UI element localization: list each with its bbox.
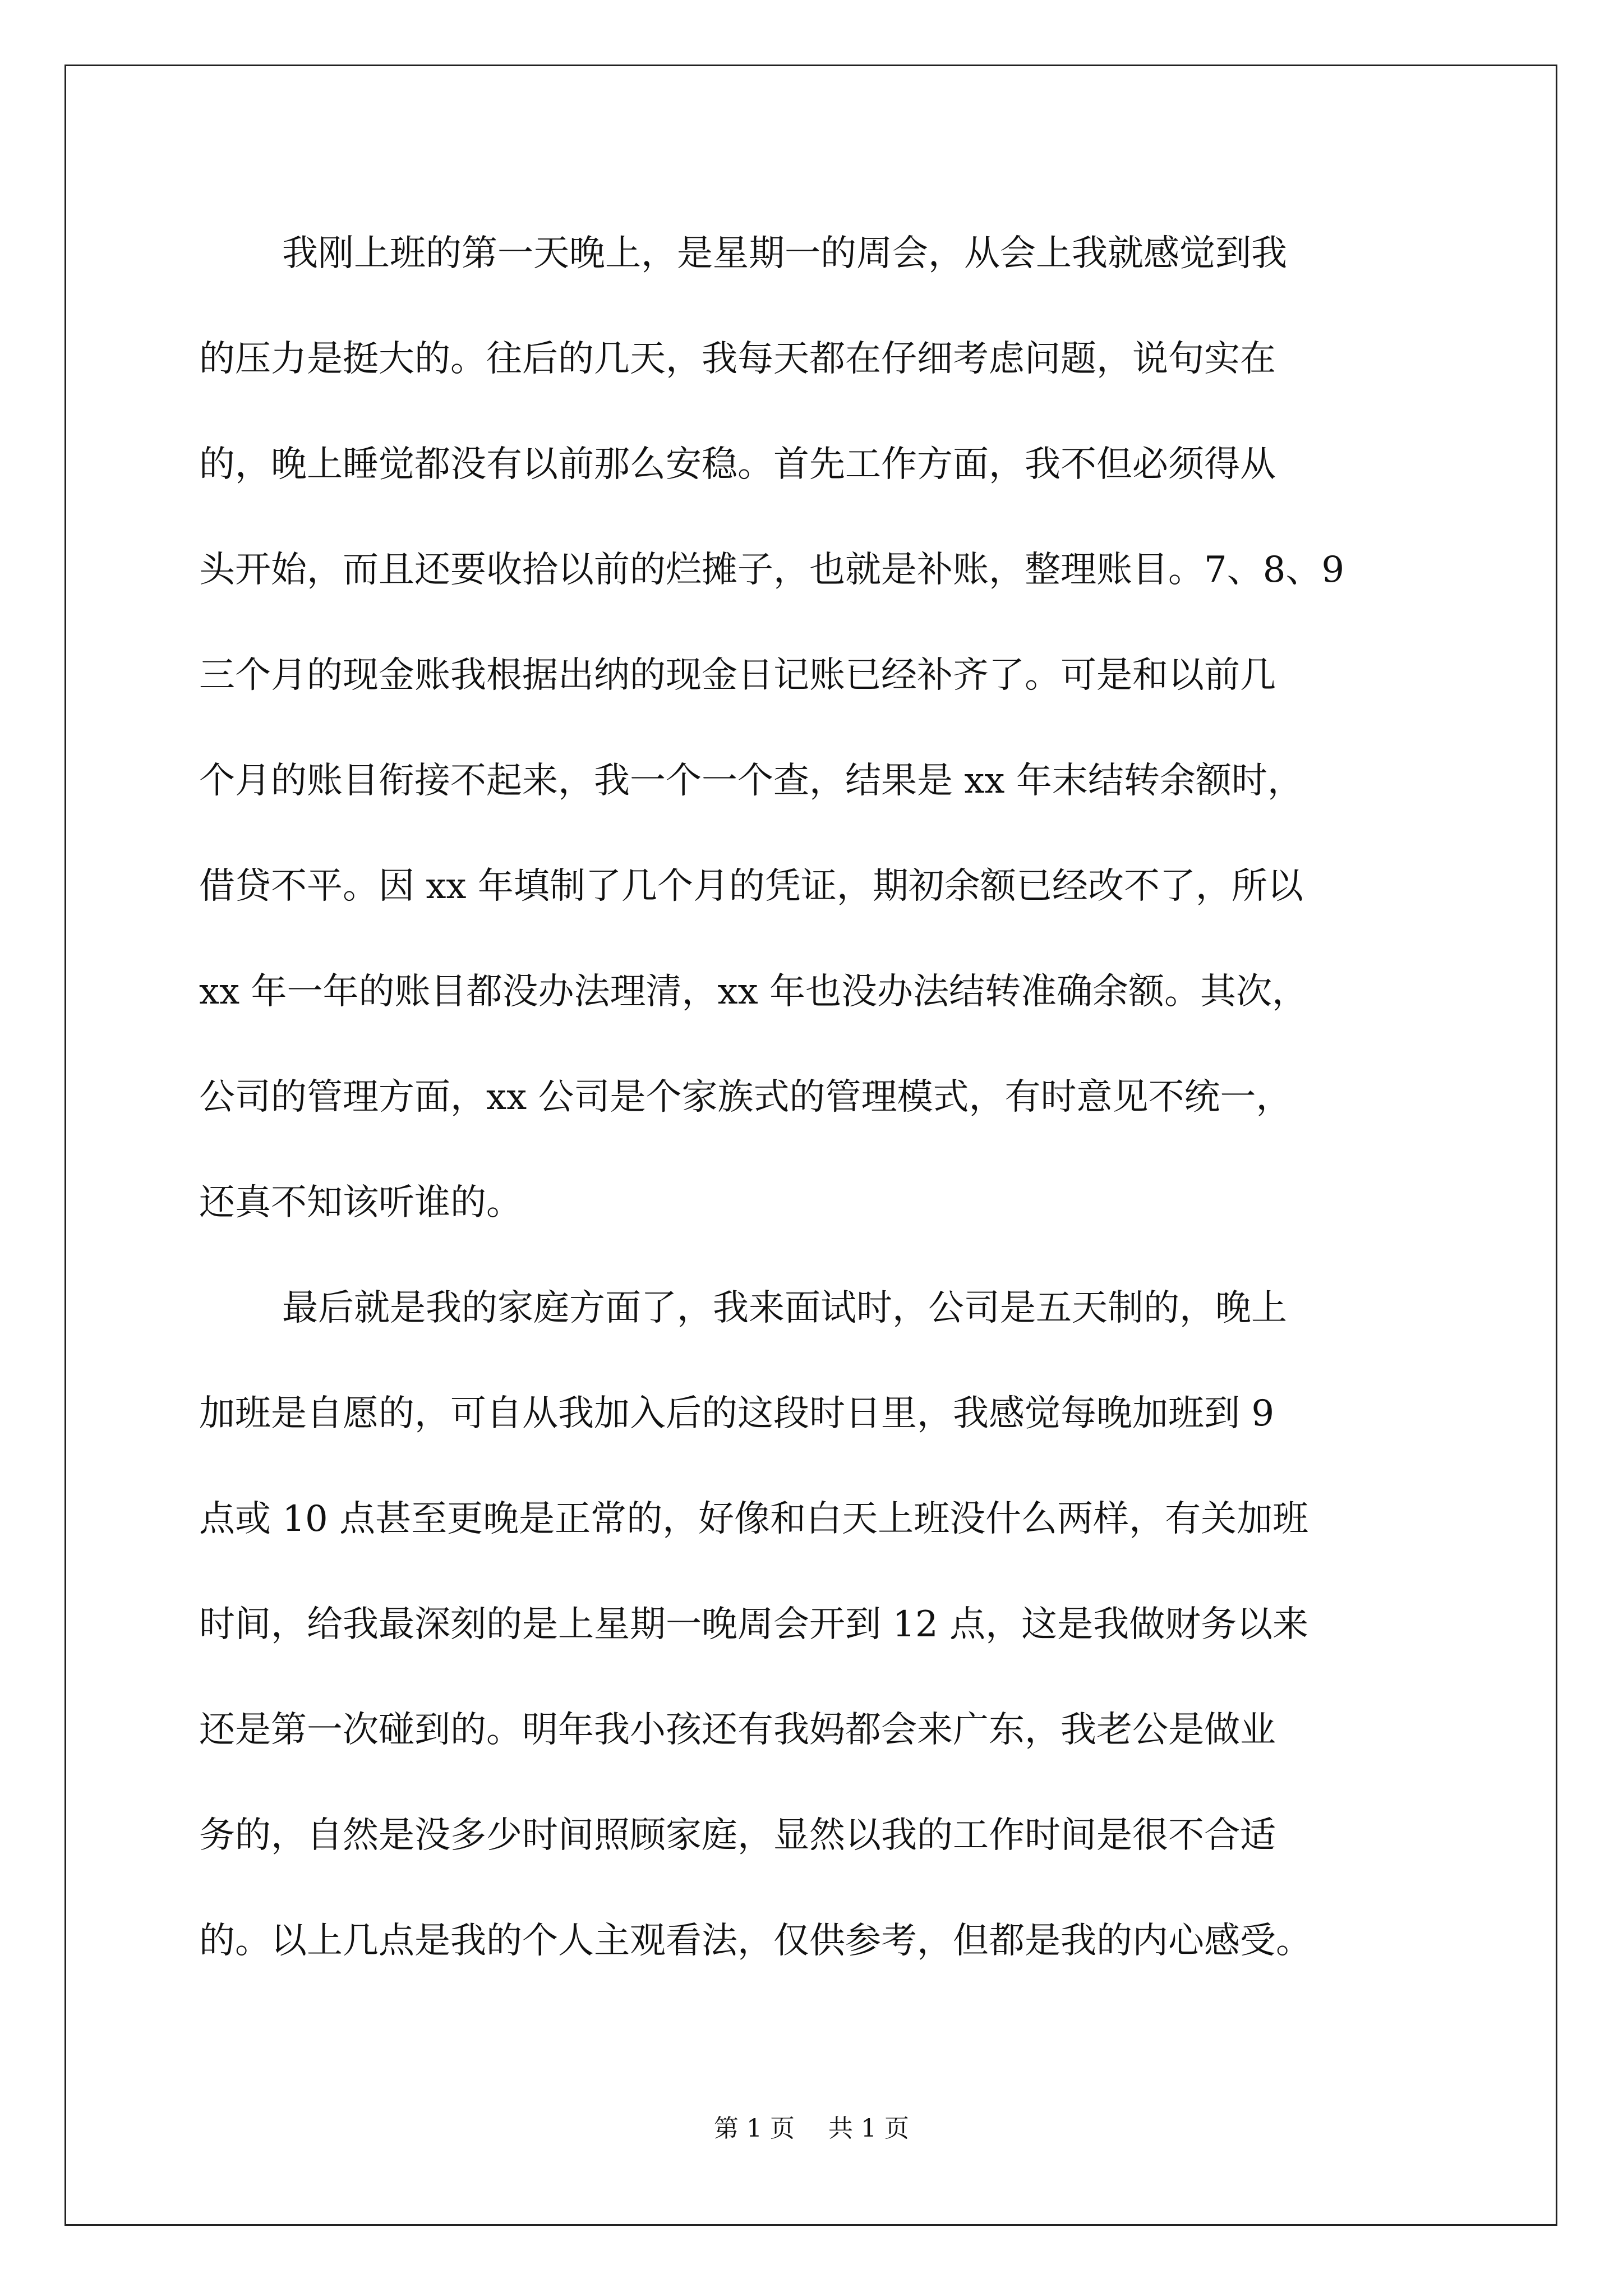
text-line: 个月的账目衔接不起来，我一个一个查，结果是 xx 年末结转余额时， xyxy=(199,760,1303,802)
text-line: 务的，自然是没多少时间照顾家庭，显然以我的工作时间是很不合适 xyxy=(199,1815,1276,1856)
paragraph-2 xyxy=(199,1255,1472,1994)
document-body xyxy=(199,201,1472,1994)
text-line: 点或 10 点甚至更晚是正常的，好像和白天上班没什么两样，有关加班 xyxy=(199,1498,1309,1540)
text-line: 时间，给我最深刻的是上星期一晚周会开到 12 点，这是我做财务以来 xyxy=(199,1604,1309,1645)
page-total: 共 1 页 xyxy=(828,2114,909,2143)
text-line: 借贷不平。因 xx 年填制了几个月的凭证，期初余额已经改不了，所以 xyxy=(199,866,1303,907)
text-line: 的，晚上睡觉都没有以前那么安稳。首先工作方面，我不但必须得从 xyxy=(199,444,1276,485)
text-line: 还真不知该听谁的。 xyxy=(199,1182,522,1223)
text-line: 头开始，而且还要收拾以前的烂摊子，也就是补账，整理账目。7、8、9 xyxy=(199,549,1345,591)
text-line: 最后就是我的家庭方面了，我来面试时，公司是五天制的，晚上 xyxy=(282,1287,1287,1329)
text-line: 加班是自愿的，可自从我加入后的这段时日里，我感觉每晚加班到 9 xyxy=(199,1393,1275,1434)
text-line: 还是第一次碰到的。明年我小孩还有我妈都会来广东，我老公是做业 xyxy=(199,1709,1276,1751)
text-line: 的。以上几点是我的个人主观看法，仅供参考，但都是我的内心感受。 xyxy=(199,1920,1312,1962)
text-line: 我刚上班的第一天晚上，是星期一的周会，从会上我就感觉到我 xyxy=(282,233,1287,274)
page-footer xyxy=(0,2112,1623,2146)
text-line: 的压力是挺大的。往后的几天，我每天都在仔细考虑问题，说句实在 xyxy=(199,338,1276,380)
text-line: xx 年一年的账目都没办法理清，xx 年也没办法结转准确余额。其次， xyxy=(199,971,1308,1013)
text-line: 公司的管理方面，xx 公司是个家族式的管理模式，有时意见不统一， xyxy=(199,1076,1292,1118)
text-line: 三个月的现金账我根据出纳的现金日记账已经补齐了。可是和以前几 xyxy=(199,655,1276,696)
paragraph-1 xyxy=(199,201,1472,1255)
page-number: 第 1 页 xyxy=(714,2114,795,2143)
